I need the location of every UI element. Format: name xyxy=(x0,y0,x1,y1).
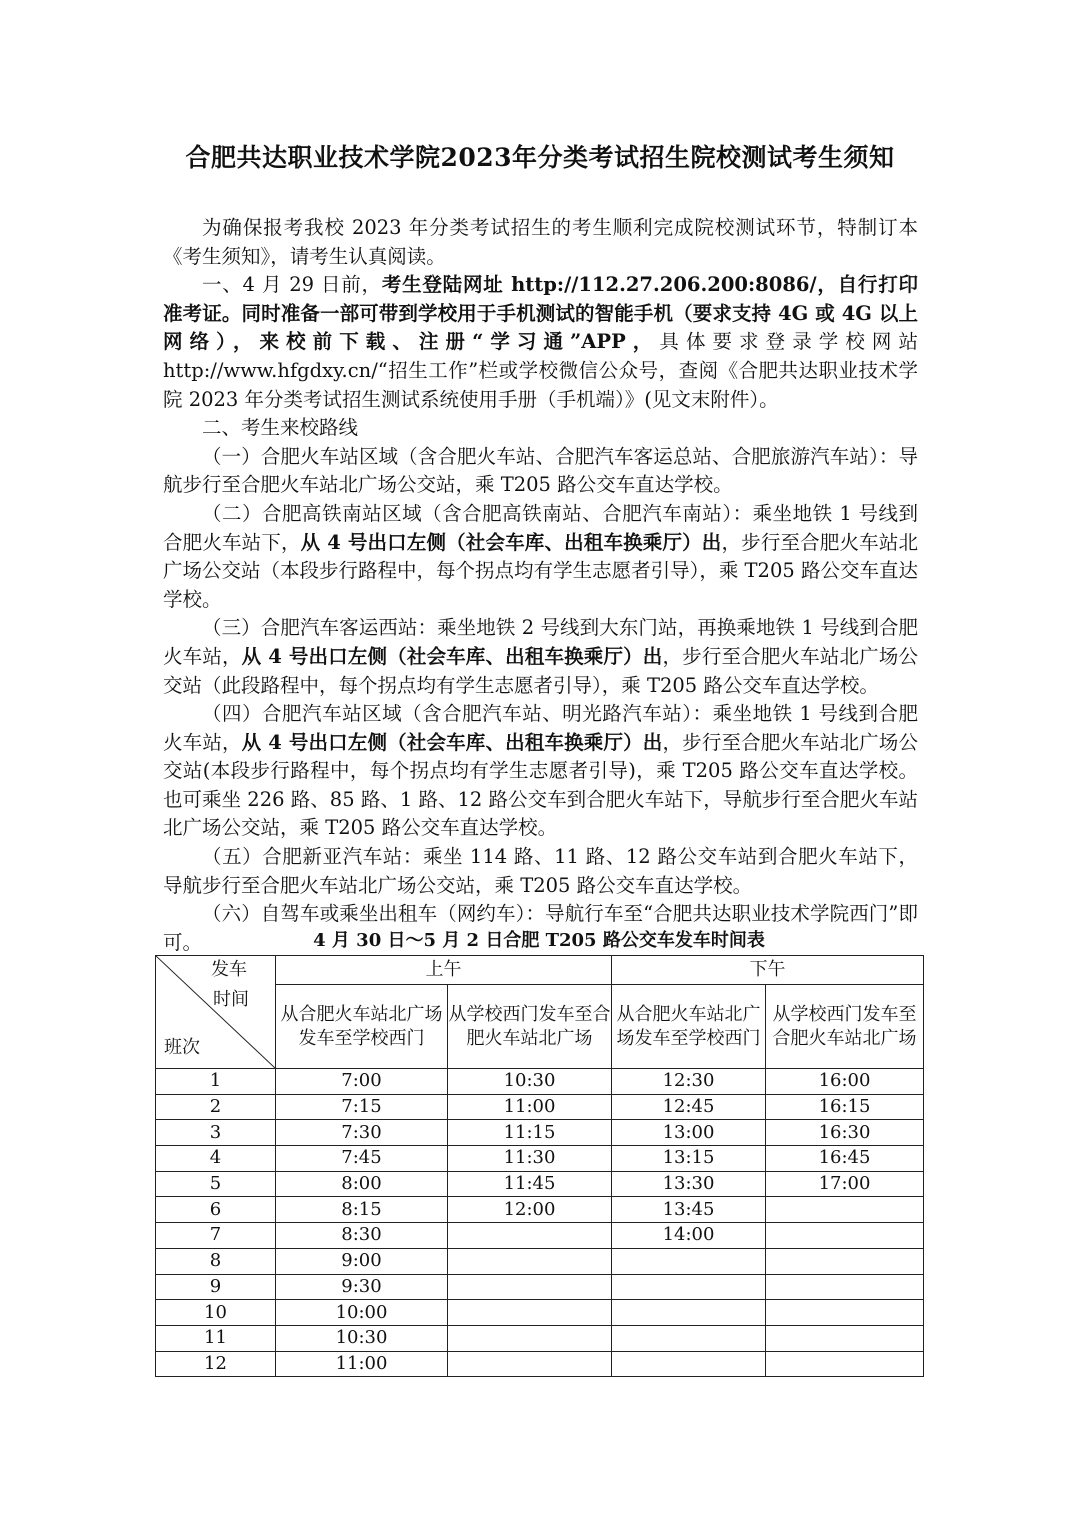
corner-bottom-label: 班次 xyxy=(164,1037,200,1058)
departure-time-cell: 16:15 xyxy=(766,1094,924,1120)
departure-time-cell: 16:00 xyxy=(766,1069,924,1095)
departure-time-cell xyxy=(766,1223,924,1249)
section1-paragraph xyxy=(163,271,918,414)
departure-time-cell: 9:00 xyxy=(276,1248,448,1274)
departure-time-cell: 16:45 xyxy=(766,1146,924,1172)
table-row xyxy=(156,1120,924,1146)
departure-time-cell xyxy=(766,1197,924,1223)
departure-time-cell: 11:00 xyxy=(276,1351,448,1377)
route-1: （一）合肥火车站区域（含合肥火车站、合肥汽车客运总站、合肥旅游汽车站）：导航步行至合肥火车站北广场公交站，乘 T205 路公交车直达学校。 xyxy=(163,444,918,497)
departure-time-cell xyxy=(766,1248,924,1274)
departure-time-cell: 7:30 xyxy=(276,1120,448,1146)
departure-time-cell xyxy=(448,1274,612,1300)
pm-header: 下午 xyxy=(612,956,924,985)
departure-time-cell: 9:30 xyxy=(276,1274,448,1300)
run-number-cell: 1 xyxy=(156,1069,276,1095)
header-row-1 xyxy=(156,956,924,985)
section2-heading: 二、考生来校路线 xyxy=(202,416,359,440)
departure-time-cell xyxy=(448,1223,612,1249)
departure-time-cell: 10:30 xyxy=(276,1325,448,1351)
run-number-cell: 11 xyxy=(156,1325,276,1351)
departure-time-cell xyxy=(612,1325,766,1351)
col-pm-to-school: 从合肥火车站北广场发车至学校西门 xyxy=(612,985,766,1069)
col-am-to-school: 从合肥火车站北广场发车至学校西门 xyxy=(276,985,448,1069)
departure-time-cell xyxy=(448,1325,612,1351)
route-4-a: （四）合肥汽车站区域（含合肥汽车站、明光路汽车站）：乘坐地铁 1 号线到合肥火车站， xyxy=(163,702,918,754)
departure-time-cell: 12:45 xyxy=(612,1094,766,1120)
table-row xyxy=(156,1248,924,1274)
route-2-c: ，步行至合肥火车站北广场公交站（本段步行路程中，每个拐点均有学生志愿者引导），乘 T205 路公交车直达学校。 xyxy=(163,530,918,611)
route-4 xyxy=(163,700,918,843)
table-row xyxy=(156,1351,924,1377)
route-2 xyxy=(163,500,918,614)
route-5: （五）合肥新亚汽车站：乘坐 114 路、11 路、12 路公交车站到合肥火车站下，导航步行至合肥火车站北广场公交站，乘 T205 路公交车直达学校。 xyxy=(163,845,918,897)
corner-top-label: 发车 xyxy=(211,959,247,980)
departure-time-cell: 16:30 xyxy=(766,1120,924,1146)
route-4-c: ，步行至合肥火车站北广场公交站(本段步行路程中，每个拐点均有学生志愿者引导)，乘 T205 路公交车直达学校。也可乘坐 226 路、85 路、1 路、12 路公交车到合肥火车站下，导航步行至合肥火车站北广场公交站，乘 T205 路公交车直达学校。 xyxy=(163,730,918,840)
departure-time-cell: 11:30 xyxy=(448,1146,612,1172)
departure-time-cell xyxy=(612,1274,766,1300)
departure-time-cell: 8:15 xyxy=(276,1197,448,1223)
departure-time-cell: 12:00 xyxy=(448,1197,612,1223)
departure-time-cell: 11:00 xyxy=(448,1094,612,1120)
departure-time-cell: 10:00 xyxy=(276,1300,448,1326)
departure-time-cell: 14:00 xyxy=(612,1223,766,1249)
route-3 xyxy=(163,614,918,700)
run-number-cell: 4 xyxy=(156,1146,276,1172)
document-title: 合肥共达职业技术学院2023年分类考试招生院校测试考生须知 xyxy=(185,143,895,172)
route-4-bold: 从 4 号出口左侧（社会车库、出租车换乘厅）出 xyxy=(241,730,663,754)
table-row xyxy=(156,1197,924,1223)
table-row xyxy=(156,1094,924,1120)
departure-time-cell: 7:00 xyxy=(276,1069,448,1095)
route-3-a: （三）合肥汽车客运西站：乘坐地铁 2 号线到大东门站，再换乘地铁 1 号线到合肥火车站， xyxy=(163,616,918,668)
departure-time-cell: 10:30 xyxy=(448,1069,612,1095)
departure-time-cell: 13:15 xyxy=(612,1146,766,1172)
departure-time-cell: 8:00 xyxy=(276,1171,448,1197)
intro-paragraph: 为确保报考我校 2023 年分类考试招生的考生顺利完成院校测试环节，特制订本《考生须知》，请考生认真阅读。 xyxy=(163,216,918,268)
corner-cell xyxy=(156,956,276,1069)
run-number-cell: 9 xyxy=(156,1274,276,1300)
departure-time-cell: 13:00 xyxy=(612,1120,766,1146)
run-number-cell: 10 xyxy=(156,1300,276,1326)
run-number-cell: 6 xyxy=(156,1197,276,1223)
table-row xyxy=(156,1171,924,1197)
departure-time-cell: 11:45 xyxy=(448,1171,612,1197)
section1-bold: 考生登陆网址 http://112.27.206.200:8086/，自行打印准考证。同时准备一部可带到学校用于手机测试的智能手机（要求支持 4G 或 4G 以上网络），来校前下载、注册“学习通”APP， xyxy=(163,273,918,354)
table-row xyxy=(156,1300,924,1326)
run-number-cell: 2 xyxy=(156,1094,276,1120)
departure-time-cell xyxy=(448,1248,612,1274)
table-row xyxy=(156,1274,924,1300)
departure-time-cell: 7:45 xyxy=(276,1146,448,1172)
bus-schedule-table xyxy=(155,955,924,1377)
route-2-a: （二）合肥高铁南站区域（含合肥高铁南站、合肥汽车南站）：乘坐地铁 1 号线到合肥火车站下， xyxy=(163,501,918,554)
route-3-c: ，步行至合肥火车站北广场公交站（此段路程中，每个拐点均有学生志愿者引导），乘 T205 路公交车直达学校。 xyxy=(163,644,918,697)
departure-time-cell: 8:30 xyxy=(276,1223,448,1249)
departure-time-cell xyxy=(766,1274,924,1300)
departure-time-cell: 7:15 xyxy=(276,1094,448,1120)
run-number-cell: 8 xyxy=(156,1248,276,1274)
departure-time-cell xyxy=(448,1300,612,1326)
departure-time-cell: 12:30 xyxy=(612,1069,766,1095)
run-number-cell: 12 xyxy=(156,1351,276,1377)
schedule-body xyxy=(156,1069,924,1377)
departure-time-cell xyxy=(612,1300,766,1326)
route-6: （六）自驾车或乘坐出租车（网约车）：导航行车至“合肥共达职业技术学院西门”即可。 xyxy=(163,902,918,954)
table-row xyxy=(156,1325,924,1351)
col-am-to-station: 从学校西门发车至合肥火车站北广场 xyxy=(448,985,612,1069)
corner-mid-label: 时间 xyxy=(213,989,249,1010)
run-number-cell: 5 xyxy=(156,1171,276,1197)
table-row xyxy=(156,1223,924,1249)
departure-time-cell xyxy=(612,1248,766,1274)
departure-time-cell: 17:00 xyxy=(766,1171,924,1197)
table-row xyxy=(156,1146,924,1172)
run-number-cell: 3 xyxy=(156,1120,276,1146)
departure-time-cell: 13:45 xyxy=(612,1197,766,1223)
section1-lead: 一、4 月 29 日前， xyxy=(202,273,382,297)
departure-time-cell xyxy=(766,1300,924,1326)
departure-time-cell xyxy=(766,1325,924,1351)
section1-rest: 具体要求登录学校网站 http://www.hfgdxy.cn/“招生工作”栏或学校微信公众号，查阅《合肥共达职业技术学院 2023 年分类考试招生测试系统使用手册（手机端）》(见文末附件）。 xyxy=(163,330,918,411)
departure-time-cell: 13:30 xyxy=(612,1171,766,1197)
route-3-bold: 从 4 号出口左侧（社会车库、出租车换乘厅）出 xyxy=(241,644,663,668)
run-number-cell: 7 xyxy=(156,1223,276,1249)
departure-time-cell: 11:15 xyxy=(448,1120,612,1146)
table-row xyxy=(156,1069,924,1095)
departure-time-cell xyxy=(612,1351,766,1377)
am-header: 上午 xyxy=(276,956,612,985)
col-pm-to-station: 从学校西门发车至合肥火车站北广场 xyxy=(766,985,924,1069)
departure-time-cell xyxy=(448,1351,612,1377)
route-2-bold: 从 4 号出口左侧（社会车库、出租车换乘厅）出 xyxy=(300,530,722,554)
document-body xyxy=(163,214,918,957)
schedule-title: 4 月 30 日～5 月 2 日合肥 T205 路公交车发车时间表 xyxy=(313,930,765,951)
departure-time-cell xyxy=(766,1351,924,1377)
